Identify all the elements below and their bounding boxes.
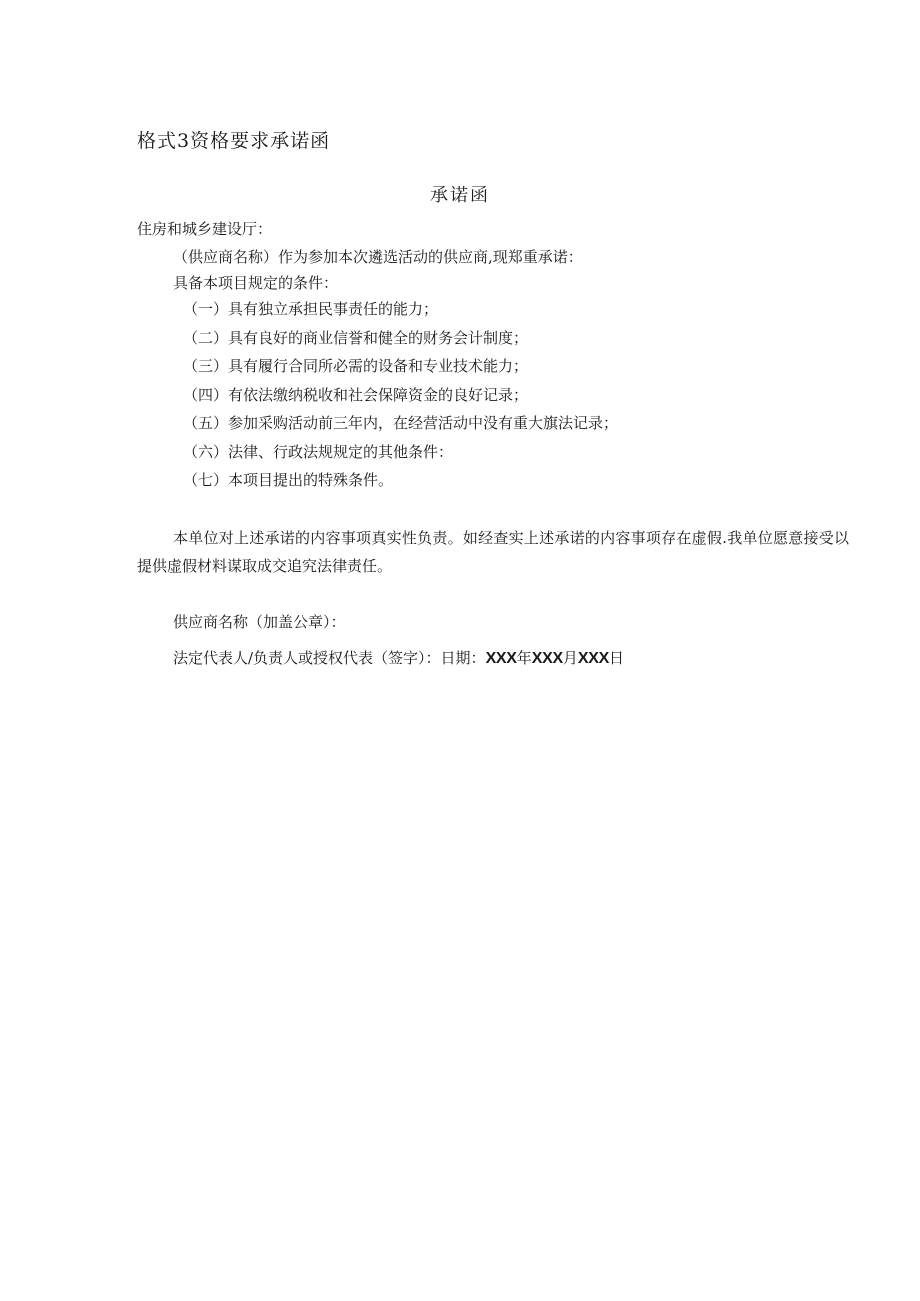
salutation: 住房和城乡建设厅： (137, 220, 273, 238)
document-title: 承诺函 (430, 185, 490, 206)
conditions-label: 具备本项目规定的条件： (173, 274, 339, 292)
date-day-unit: 日 (608, 649, 624, 667)
condition-item: （一）具有独立承担民事责任的能力； (183, 300, 439, 318)
condition-item: （五）参加采购活动前三年内，在经营活动中没有重大旗法记录； (183, 414, 619, 432)
signature-line (173, 648, 624, 669)
date-day-value: XXX (577, 650, 609, 667)
date-month-value: XXX (531, 650, 563, 667)
date-year-value: XXX (485, 650, 517, 667)
signature-label: 法定代表人/负责人或授权代表（签字）：日期： (173, 649, 486, 667)
condition-item: （三）具有履行合同所必需的设备和专业技术能力； (183, 357, 529, 375)
condition-item: （四）有依法缴纳税收和社会保障资金的良好记录； (183, 385, 529, 404)
conditions-list (183, 299, 618, 499)
date-year-unit: 年 (516, 649, 532, 667)
date-month-unit: 月 (562, 649, 578, 667)
intro-line: （供应商名称）作为参加本次遴选活动的供应商,现郑重承诺： (173, 248, 583, 266)
condition-item: （七）本项目提出的特殊条件。 (183, 471, 394, 489)
statement-paragraph: 本单位对上述承诺的内容事项真实性负责。如经查实上述承诺的内容事项存在虚假.我单位愿意接受以提供虚假材料谋取成交追究法律责任。 (137, 529, 849, 575)
document-heading: 格式3资格要求承诺函 (137, 130, 331, 152)
condition-item: （六）法律、行政法规规定的其他条件： (183, 442, 454, 461)
condition-item: （二）具有良好的商业信誉和健全的财务会计制度； (183, 328, 529, 347)
supplier-name-label: 供应商名称（加盖公章）： (173, 613, 346, 631)
